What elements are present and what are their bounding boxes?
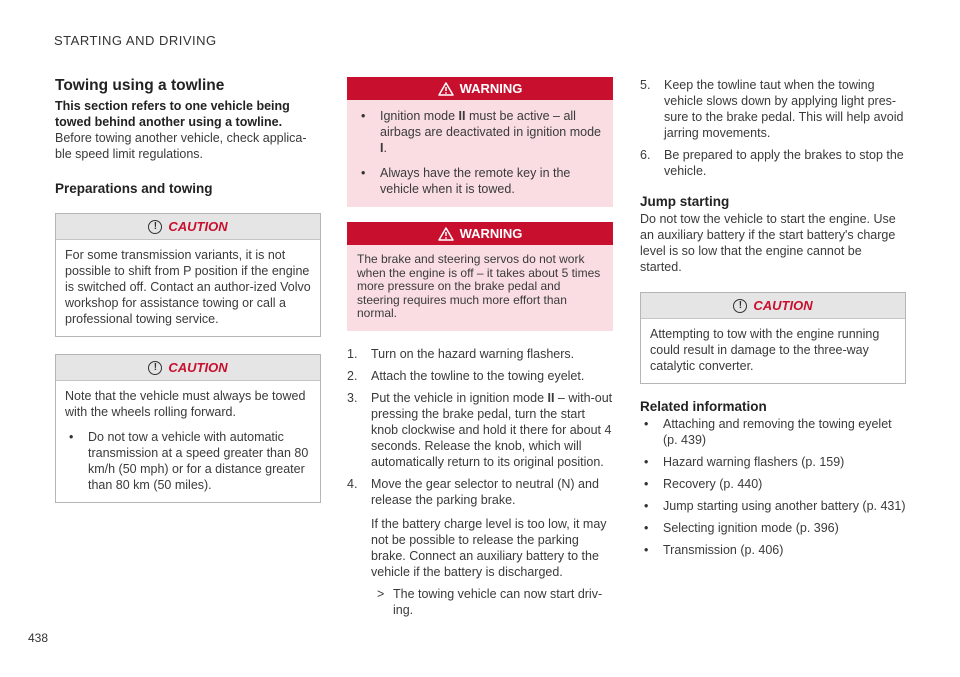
warning-text: The brake and steering servos do not work when the engine is off – it takes about 5 times more pressure on the brake pedal and steering requires much more effort than normal. (357, 252, 601, 320)
caution-label: CAUTION (168, 219, 228, 234)
list-item: 6. Be prepared to apply the brakes to stop the vehicle. (640, 148, 904, 178)
list-item: 1. Turn on the hazard warning flashers. (347, 346, 575, 361)
section-title: Towing using a towline (55, 77, 225, 94)
step-result: > The towing vehicle can now start driv-ing. (377, 586, 603, 617)
list-item: • Ignition mode II must be active – all airbags are deactivated in ignition mode I. (357, 108, 603, 156)
related-link[interactable]: • Selecting ignition mode (p. 396) (640, 520, 906, 536)
related-link[interactable]: • Jump starting using another battery (p. 431) (640, 498, 906, 514)
caution-box-2 (55, 354, 321, 503)
warning-label: WARNING (459, 81, 523, 96)
list-item: 4. Move the gear selector to neutral (N) and release the parking brake. (347, 476, 599, 507)
exclamation-circle-icon: ! (733, 299, 747, 313)
jump-starting-heading: Jump starting (640, 194, 730, 209)
caution-label: CAUTION (753, 298, 813, 313)
related-link[interactable]: • Recovery (p. 440) (640, 476, 906, 492)
warning-triangle-icon (438, 227, 454, 241)
caution-text: For some transmission variants, it is not possible to shift from P position if the engine is switched off. Contact an author-ized Volvo workshop for assistance towing or call a professional towing service. (65, 248, 311, 326)
warning-label: WARNING (459, 226, 523, 241)
result-arrow: > (377, 586, 385, 601)
intro-paragraph: Before towing another vehicle, check applica-ble speed limit regulations. (55, 131, 307, 161)
lead-paragraph: This section refers to one vehicle being towed behind another using a towline. (55, 99, 290, 129)
caution-header (56, 355, 320, 381)
related-information-heading: Related information (640, 399, 767, 414)
related-link[interactable]: • Hazard warning flashers (p. 159) (640, 454, 906, 470)
list-item: • Do not tow a vehicle with automatic transmission at a speed greater than 80 km/h (50 mph) or for a distance greater than 80 km (50 miles). (65, 429, 311, 493)
list-item: • Always have the remote key in the vehicle when it is towed. (357, 165, 603, 197)
warning-box-2 (347, 222, 613, 331)
list-item: 3. Put the vehicle in ignition mode II – with-out pressing the brake pedal, turn the start knob clockwise and hold it there for about 4 seconds. Release the knob, which will automatically return to its original position. (347, 390, 613, 469)
list-item: 5. Keep the towline taut when the towing vehicle slows down by applying light pres-sure to the brake pedal. This will help avoid jarring movements. (640, 78, 904, 140)
caution-box-1 (55, 213, 321, 337)
caution-box-3 (640, 292, 906, 384)
warning-box-1 (347, 77, 613, 207)
step-note: If the battery charge level is too low, it may not be possible to release the parking brake. Connect an auxiliary battery to the vehicle if the battery is discharged. (371, 516, 607, 579)
caution-header (56, 214, 320, 240)
related-link[interactable]: • Attaching and removing the towing eyelet (p. 439) (640, 416, 906, 448)
caution-text: Attempting to tow with the engine running could result in damage to the three-way catalytic converter. (650, 327, 880, 373)
exclamation-circle-icon: ! (148, 220, 162, 234)
related-links (640, 416, 906, 558)
preparations-heading: Preparations and towing (55, 181, 213, 196)
warning-header (347, 222, 613, 245)
warning-header (347, 77, 613, 100)
list-item: 2. Attach the towline to the towing eyelet. (347, 368, 585, 383)
caution-label: CAUTION (168, 360, 228, 375)
related-link[interactable]: • Transmission (p. 406) (640, 542, 906, 558)
column-3 (640, 77, 906, 558)
caution-text: Note that the vehicle must always be towed with the wheels rolling forward. (65, 389, 306, 419)
towing-steps-continued (640, 77, 906, 179)
page-number: 438 (28, 631, 49, 645)
column-1 (55, 76, 321, 503)
caution-header (641, 293, 905, 319)
column-2 (347, 77, 613, 618)
exclamation-circle-icon: ! (148, 361, 162, 375)
running-header: STARTING AND DRIVING (54, 33, 217, 48)
towing-steps (347, 346, 613, 508)
warning-triangle-icon (438, 82, 454, 96)
jump-starting-text: Do not tow the vehicle to start the engine. Use an auxiliary battery if the start battery's charge level is so low that the engine cannot be started. (640, 212, 896, 274)
